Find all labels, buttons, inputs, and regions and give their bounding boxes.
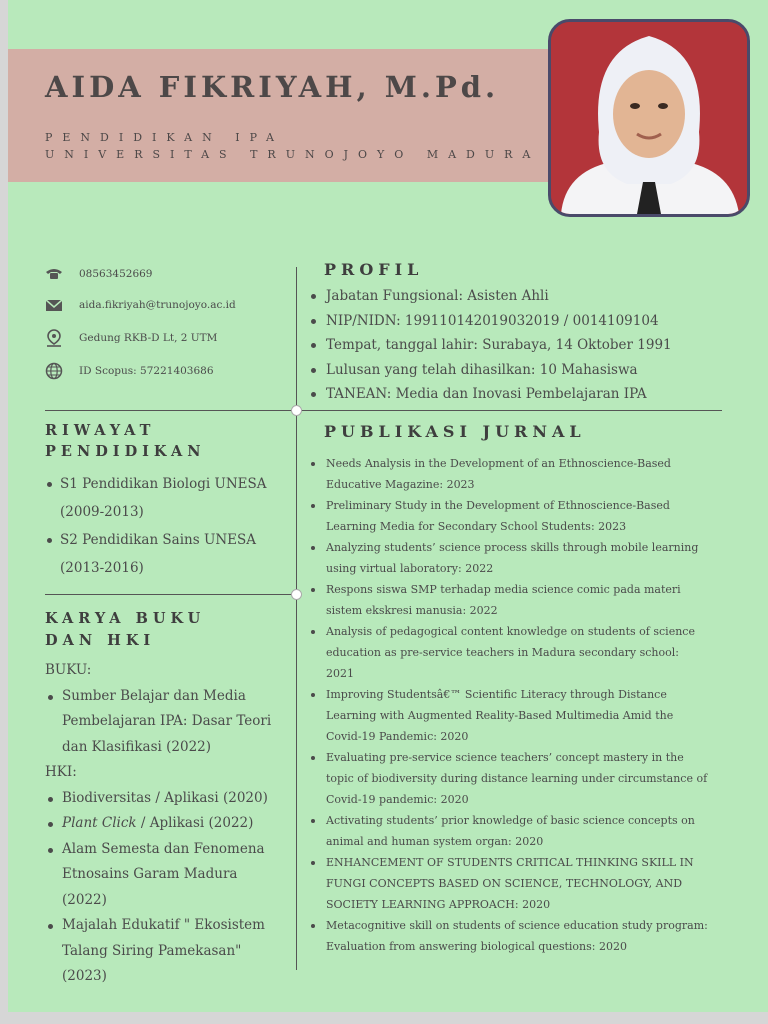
scopus-text: ID Scopus: 57221403686	[79, 365, 214, 377]
phone-icon	[45, 265, 63, 283]
contact-email	[45, 296, 236, 314]
university-name: UNIVERSITAS TRUNOJOYO MADURA	[45, 148, 541, 161]
list-item: Activating students’ prior knowledge of basic science concepts on animal and human system organ: 2020	[308, 810, 708, 852]
hki-label: HKI:	[45, 764, 77, 780]
email-text[interactable]: aida.fikriyah@trunojoyo.ac.id	[79, 299, 236, 311]
list-item: Improving Studentsâ€™ Scientific Literacy through Distance Learning with Augmented Reality-Based Multimedia Amid the Covid-19 Pandemic: 2020	[308, 684, 708, 747]
program-name: PENDIDIKAN IPA	[45, 131, 284, 144]
hki-list	[45, 786, 285, 990]
list-item: ENHANCEMENT OF STUDENTS CRITICAL THINKING SKILL IN FUNGI CONCEPTS BASED ON SCIENCE, TECHNOLOGY, AND SOCIETY LEARNING APPROACH: 2020	[308, 852, 708, 915]
horizontal-divider-left	[45, 594, 296, 595]
publikasi-list	[308, 453, 708, 957]
header-banner	[8, 49, 568, 182]
cv-page	[8, 0, 768, 1012]
list-item: Analysis of pedagogical content knowledge on students of science education as pre-service teachers in Madura secondary school: 2021	[308, 621, 708, 684]
karya-heading-line1: KARYA BUKU	[45, 610, 206, 627]
buku-label: BUKU:	[45, 662, 92, 678]
contact-phone	[45, 265, 153, 283]
list-item: NIP/NIDN: 199110142019032019 / 0014109104	[308, 309, 728, 334]
list-item: Analyzing students’ science process skills through mobile learning using virtual laboratory: 2022	[308, 537, 708, 579]
contact-scopus	[45, 362, 214, 380]
vertical-divider	[296, 267, 297, 970]
contact-address	[45, 329, 217, 347]
profil-list	[308, 284, 728, 407]
riwayat-list	[45, 470, 285, 582]
list-item: Lulusan yang telah dihasilkan: 10 Mahasiswa	[308, 358, 728, 383]
list-item: Jabatan Fungsional: Asisten Ahli	[308, 284, 728, 309]
hki-text: Majalah Edukatif " Ekosistem Talang Siring Pamekasan" (2023)	[62, 917, 265, 984]
publikasi-heading: PUBLIKASI JURNAL	[324, 422, 586, 441]
list-item: S2 Pendidikan Sains UNESA (2013-2016)	[45, 526, 285, 582]
mail-icon	[45, 296, 63, 314]
list-item: Preliminary Study in the Development of Ethnoscience-Based Learning Media for Secondary School Students: 2023	[308, 495, 708, 537]
list-item: Metacognitive skill on students of science education study program: Evaluation from answering biological questions: 2020	[308, 915, 708, 957]
list-item: Needs Analysis in the Development of an Ethnoscience-Based Educative Magazine: 2023	[308, 453, 708, 495]
list-item	[45, 786, 285, 812]
person-photo-icon	[551, 22, 747, 214]
list-item	[45, 913, 285, 990]
hki-text: Alam Semesta dan Fenomena Etnosains Garam Madura (2022)	[62, 840, 265, 908]
location-pin-icon	[45, 329, 63, 347]
list-item	[45, 837, 285, 914]
list-item: TANEAN: Media dan Inovasi Pembelajaran IPA	[308, 382, 728, 407]
horizontal-divider-top	[45, 410, 722, 411]
list-item: S1 Pendidikan Biologi UNESA (2009-2013)	[45, 470, 285, 526]
list-item: Sumber Belajar dan Media Pembelajaran IPA: Dasar Teori dan Klasifikasi (2022)	[45, 684, 285, 761]
buku-list	[45, 684, 285, 761]
globe-icon	[45, 362, 63, 380]
karya-section	[45, 658, 285, 990]
hki-text: Biodiversitas / Aplikasi (2020)	[62, 789, 268, 806]
phone-text: 08563452669	[79, 268, 153, 280]
divider-node	[291, 589, 302, 600]
riwayat-heading-line2: PENDIDIKAN	[45, 443, 206, 460]
riwayat-heading-line1: RIWAYAT	[45, 422, 156, 439]
address-text: Gedung RKB-D Lt, 2 UTM	[79, 332, 218, 344]
list-item: Tempat, tanggal lahir: Surabaya, 14 Oktober 1991	[308, 333, 728, 358]
list-item: Respons siswa SMP terhadap media science comic pada materi sistem ekskresi manusia: 2022	[308, 579, 708, 621]
hki-text: / Aplikasi (2022)	[136, 815, 254, 831]
hki-italic-title: Plant Click	[62, 815, 137, 831]
person-name: AIDA FIKRIYAH, M.Pd.	[45, 70, 500, 104]
list-item: Evaluating pre-service science teachers’ concept mastery in the topic of biodiversity during distance learning under circumstance of Covid-19 pandemic: 2020	[308, 747, 708, 810]
karya-heading-line2: DAN HKI	[45, 632, 156, 649]
profil-heading: PROFIL	[324, 260, 424, 279]
list-item	[45, 811, 285, 837]
divider-node	[291, 405, 302, 416]
profile-photo	[548, 19, 750, 217]
